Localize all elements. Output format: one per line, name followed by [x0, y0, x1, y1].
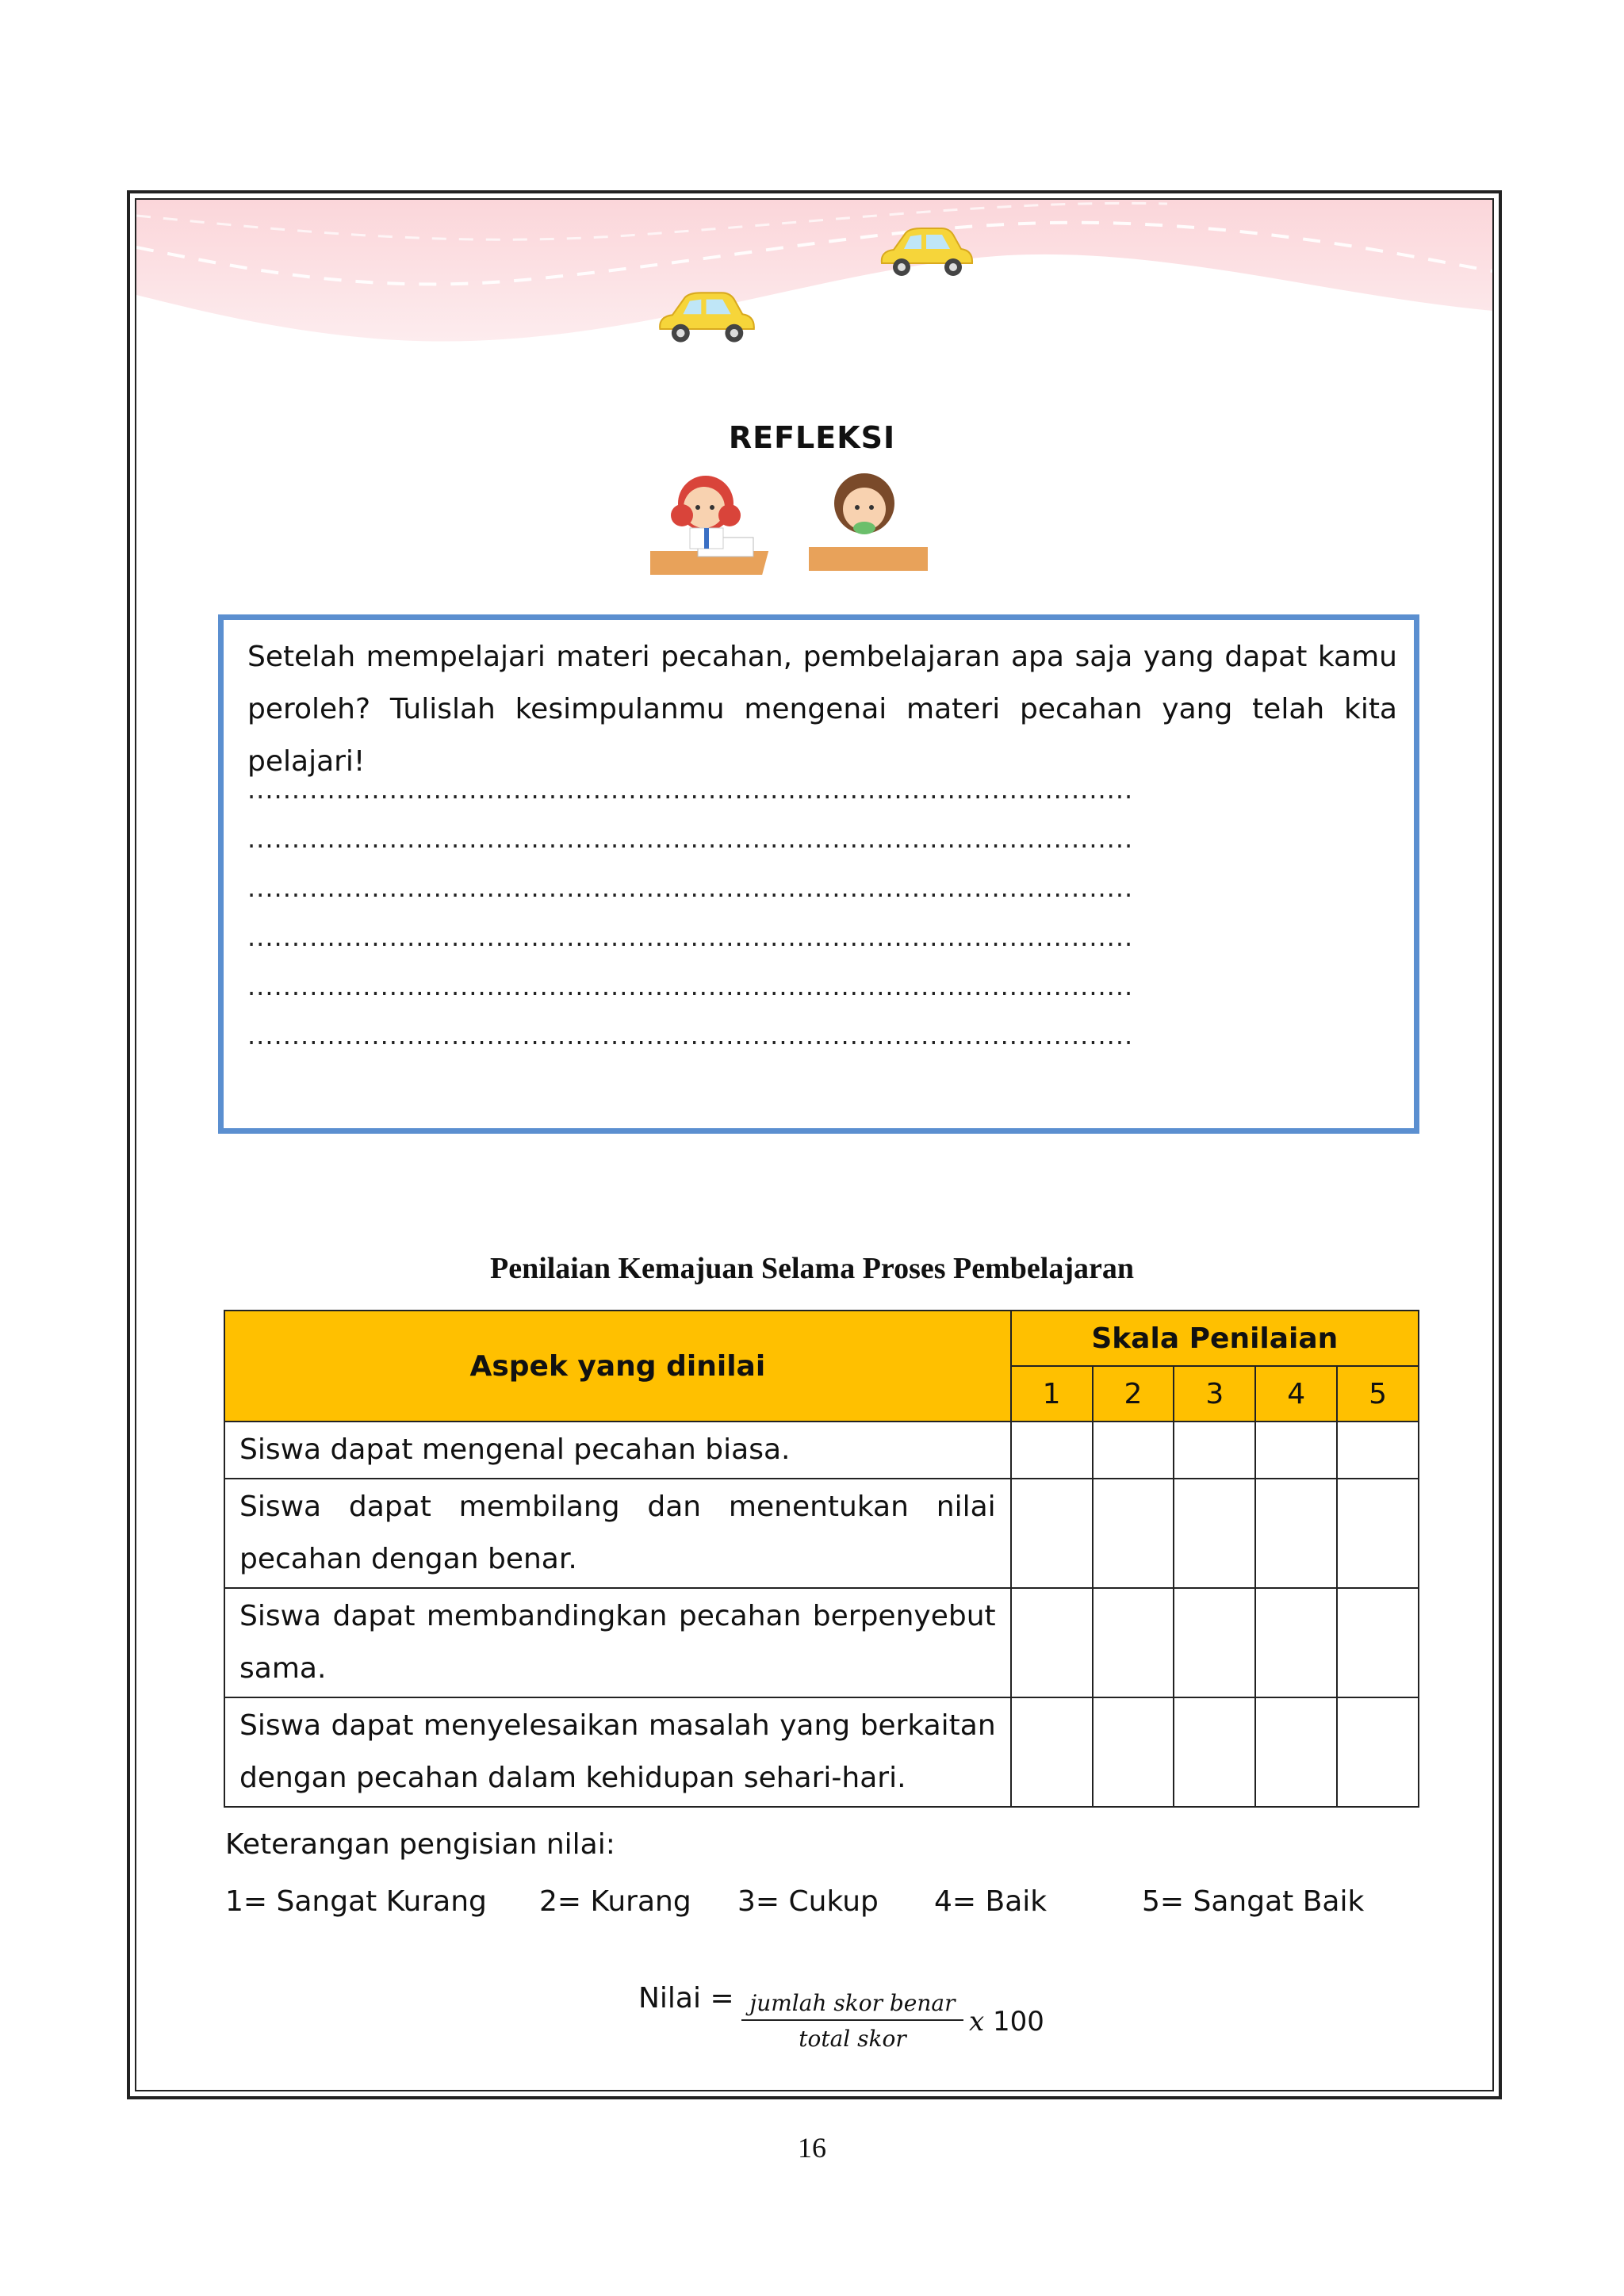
score-cell[interactable] [1255, 1588, 1337, 1697]
score-cell[interactable] [1337, 1422, 1419, 1479]
answer-line[interactable]: .................................................................................................... [247, 922, 1134, 952]
table-row [224, 1697, 1419, 1807]
col-aspect-header: Aspek yang dinilai [224, 1311, 1011, 1422]
score-cell[interactable] [1337, 1588, 1419, 1697]
formula-label: Nilai = [638, 1982, 734, 2015]
answer-line[interactable]: .................................................................................................... [247, 873, 1134, 903]
score-cell[interactable] [1255, 1697, 1337, 1807]
answer-line[interactable]: .................................................................................................... [247, 1020, 1134, 1050]
reflection-box [218, 614, 1419, 1134]
page-heading: REFLEKSI [728, 420, 896, 455]
score-cell[interactable] [1093, 1697, 1174, 1807]
score-cell[interactable] [1011, 1588, 1093, 1697]
multiplier-value: 100 [993, 2006, 1044, 2038]
score-cell[interactable] [1174, 1422, 1255, 1479]
legend-item: 4= Baik [934, 1885, 1048, 1918]
score-cell[interactable] [1174, 1479, 1255, 1588]
answer-line[interactable]: .................................................................................................... [247, 824, 1134, 854]
score-cell[interactable] [1255, 1422, 1337, 1479]
score-cell[interactable] [1174, 1588, 1255, 1697]
scale-number: 1 [1011, 1366, 1093, 1422]
header-banner [136, 200, 1492, 366]
answer-line[interactable]: .................................................................................................... [247, 775, 1134, 805]
formula-numerator: jumlah skor benar [741, 1990, 963, 2021]
formula-multiplier [969, 2006, 1044, 2038]
scale-number: 4 [1255, 1366, 1337, 1422]
score-cell[interactable] [1011, 1697, 1093, 1807]
col-scale-header: Skala Penilaian [1011, 1311, 1419, 1366]
score-cell[interactable] [1174, 1697, 1255, 1807]
legend-item: 5= Sangat Baik [1142, 1885, 1365, 1918]
aspect-cell: Siswa dapat membandingkan pecahan berpenyebut sama. [224, 1588, 1011, 1697]
score-cell[interactable] [1337, 1697, 1419, 1807]
assessment-table [224, 1310, 1419, 1808]
car-icon [652, 287, 759, 350]
students-writing-illustration [650, 460, 936, 579]
score-cell[interactable] [1093, 1479, 1174, 1588]
answer-line[interactable]: .................................................................................................... [247, 971, 1134, 1001]
road-illustration [136, 200, 1492, 366]
legend-title: Keterangan pengisian nilai: [225, 1828, 615, 1861]
table-row [224, 1588, 1419, 1697]
score-cell[interactable] [1011, 1479, 1093, 1588]
page-number: 16 [798, 2132, 826, 2164]
multiply-symbol: x [969, 2006, 985, 2038]
score-cell[interactable] [1255, 1479, 1337, 1588]
score-cell[interactable] [1093, 1422, 1174, 1479]
aspect-cell: Siswa dapat mengenal pecahan biasa. [224, 1422, 1011, 1479]
car-icon [874, 224, 977, 283]
scale-number: 3 [1174, 1366, 1255, 1422]
formula-fraction [741, 1990, 963, 2052]
table-row [224, 1479, 1419, 1588]
legend-item: 2= Kurang [539, 1885, 691, 1918]
aspect-cell: Siswa dapat membilang dan menentukan nilai pecahan dengan benar. [224, 1479, 1011, 1588]
reflection-prompt: Setelah mempelajari materi pecahan, pembelajaran apa saja yang dapat kamu peroleh? Tulislah kesimpulanmu mengenai materi pecahan yang telah kita pelajari! [247, 641, 1397, 778]
score-cell[interactable] [1093, 1588, 1174, 1697]
score-cell[interactable] [1337, 1479, 1419, 1588]
score-cell[interactable] [1011, 1422, 1093, 1479]
table-row [224, 1422, 1419, 1479]
assessment-title: Penilaian Kemajuan Selama Proses Pembelajaran [489, 1252, 1134, 1285]
aspect-cell: Siswa dapat menyelesaikan masalah yang berkaitan dengan pecahan dalam kehidupan sehari-hari. [224, 1697, 1011, 1807]
scale-number: 5 [1337, 1366, 1419, 1422]
legend-item: 1= Sangat Kurang [225, 1885, 487, 1918]
scale-number: 2 [1093, 1366, 1174, 1422]
formula-denominator: total skor [799, 2026, 906, 2052]
legend-item: 3= Cukup [737, 1885, 879, 1918]
